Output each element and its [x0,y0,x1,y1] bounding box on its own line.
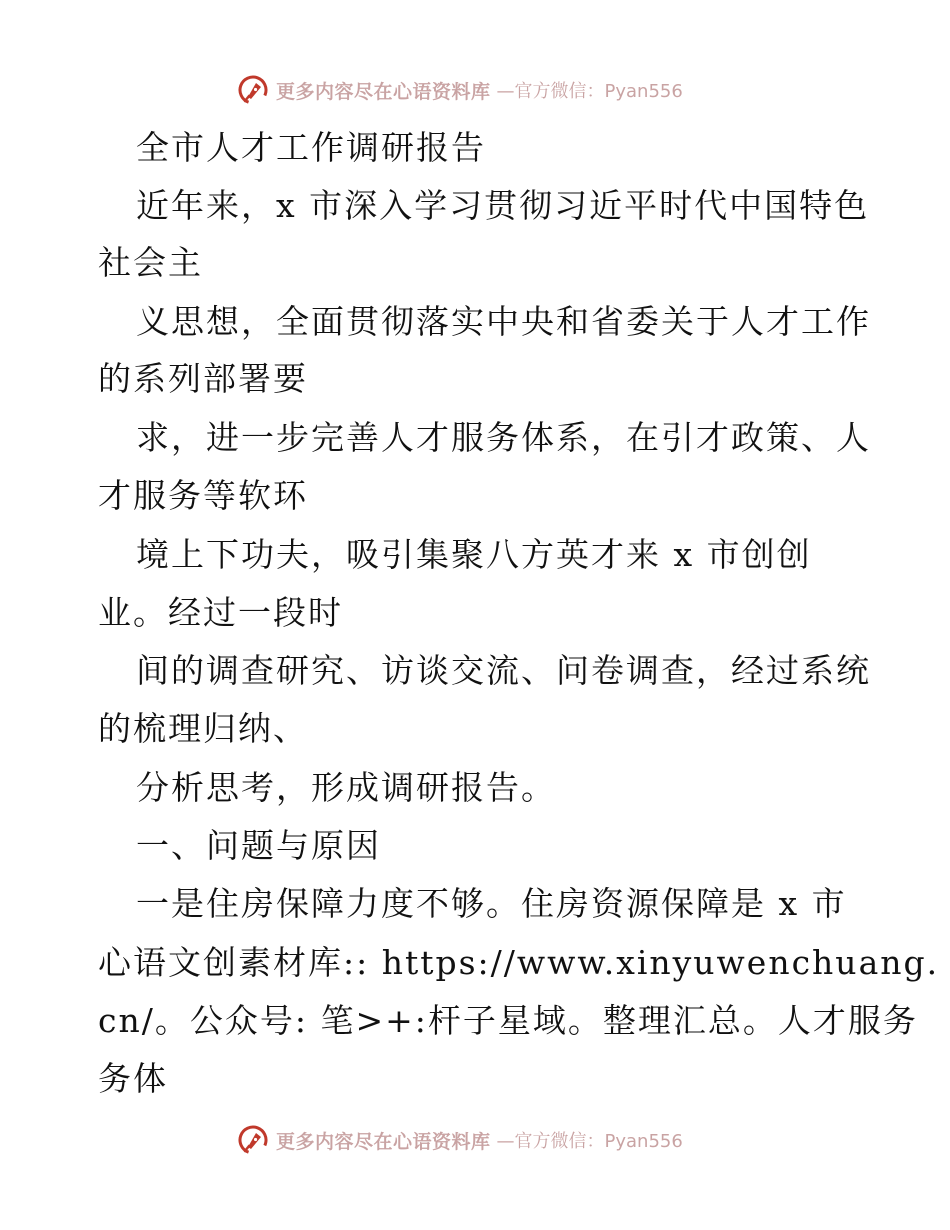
text-line: 一是住房保障力度不够。住房资源保障是 x 市 [136,884,847,923]
text-line: 分析思考，形成调研报告。 [136,768,556,807]
watermark-brand-text: 更多内容尽在心语资料库 [276,80,491,103]
footer-watermark [236,1122,683,1158]
text-line: 义思想，全面贯彻落实中央和省委关于人才工作 [136,302,871,341]
text-line: 心语文创素材库:: https://www.xinyuwenchuang. [98,943,940,982]
pen-nib-logo-icon [236,1123,270,1157]
text-line: 的系列部署要 [98,359,308,398]
text-line: 近年来，x 市深入学习贯彻习近平时代中国特色 [136,186,870,225]
text-line: 求，进一步完善人才服务体系，在引才政策、人 [136,418,871,457]
watermark-contact-text: —官方微信：Pyan556 [496,81,683,102]
text-line: 才服务等软环 [98,476,308,515]
text-line: cn/。公众号: 笔>+:杆子星域。整理汇总。人才服务 [98,1001,918,1040]
text-line: 境上下功夫，吸引集聚八方英才来 x 市创创 [136,535,812,574]
text-line: 社会主 [98,243,203,282]
text-line: 业。经过一段时 [98,593,343,632]
document-title: 全市人才工作调研报告 [136,128,486,167]
watermark-brand-text: 更多内容尽在心语资料库 [276,1130,491,1153]
section-heading: 一、问题与原因 [136,826,381,865]
text-line: 的梳理归纳、 [98,709,308,748]
watermark-contact-text: —官方微信：Pyan556 [496,1131,683,1152]
text-line: 间的调查研究、访谈交流、问卷调查，经过系统 [136,651,871,690]
text-line: 务体 [98,1059,168,1098]
